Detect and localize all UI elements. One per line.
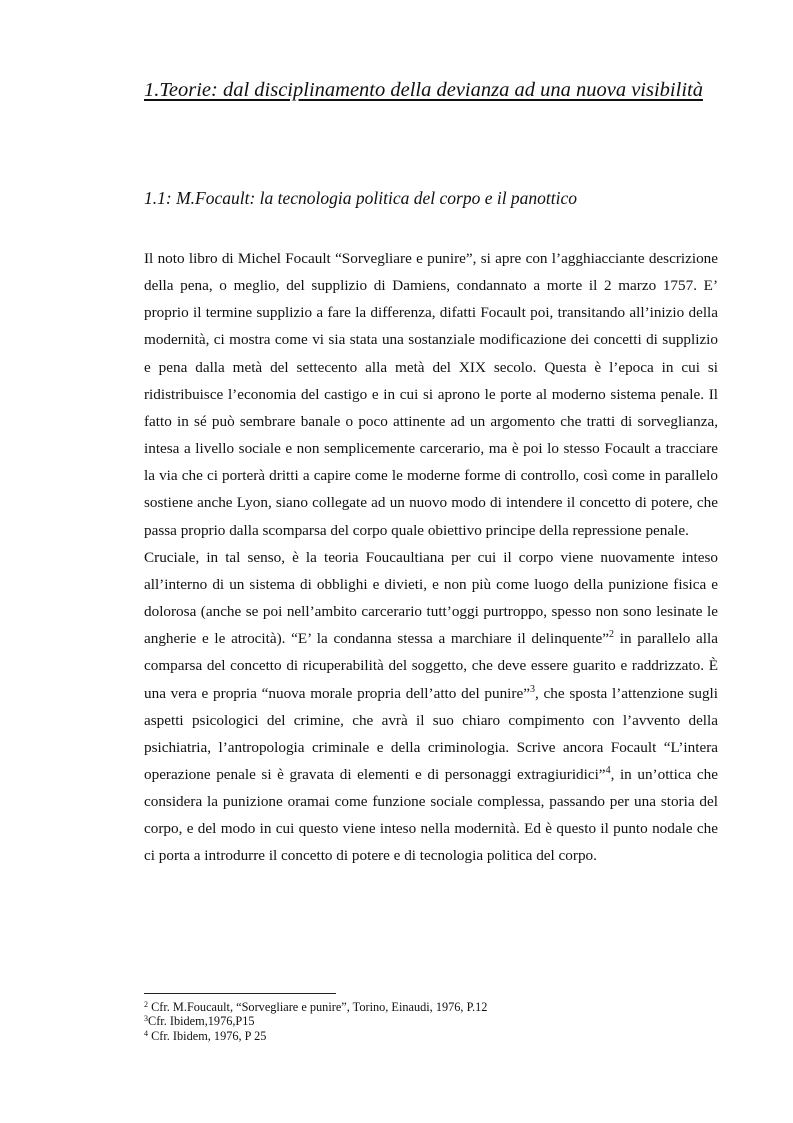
footnote xyxy=(144,1029,718,1043)
footnote xyxy=(144,1000,718,1014)
footnote-marker: 3 xyxy=(144,1014,148,1024)
body-text xyxy=(144,245,718,870)
footnote-text: Cfr. Ibidem,1976,P15 xyxy=(148,1014,255,1029)
footnote-reference: 4 xyxy=(605,764,611,776)
footnote-marker: 4 xyxy=(144,1028,148,1038)
footnote-separator xyxy=(144,993,336,994)
footnote-marker: 2 xyxy=(144,1000,148,1009)
paragraph xyxy=(144,544,718,870)
footnote-text: Cfr. M.Foucault, “Sorvegliare e punire”, Torino, Einaudi, 1976, P.12 xyxy=(148,1000,488,1014)
footnote-reference: 3 xyxy=(529,683,535,695)
chapter-title: 1.Teorie: dal disciplinamento della devianza ad una nuova visibilità xyxy=(144,79,703,101)
paragraph-text: , che sposta l’attenzione sugli aspetti psicologici del crimine, che avrà il suo chiaro compimento con l’avvento della psichiatria, l’antropologia criminale e della criminologia. Scrive ancora Focault “L’intera operazione penale si è gravata di elementi e di personaggi extragiuridici” xyxy=(144,684,718,783)
paragraph: Il noto libro di Michel Focault “Sorvegliare e punire”, si apre con l’agghiacciante descrizione della pena, o meglio, del supplizio di Damiens, condannato a morte il 2 marzo 1757. E’ proprio il termine supplizio a fare la differenza, difatti Focault poi, transitando all’inizio della modernità, ci mostra come vi sia stata una sostanziale modificazione dei concetti di supplizio e pena dalla metà del settecento alla metà del XIX secolo. Questa è l’epoca in cui si ridistribuisce l’economia del castigo e in cui si aprono le porte al moderno sistema penale. Il fatto in sé può sembrare banale o poco attinente ad un argomento che tratti di sorveglianza, intesa a livello sociale e non semplicemente carcerario, ma è poi lo stesso Focault a tracciare la via che ci porterà dritti a capire come le moderne forme di controllo, così come in parallelo sostiene anche Lyon, siano collegate ad un nuovo modo di intendere il concetto di potere, che passa proprio dalla scomparsa del corpo quale obiettivo principe della repressione penale. xyxy=(144,250,718,539)
footnote xyxy=(144,1014,718,1028)
footnote-reference: 2 xyxy=(609,629,615,641)
paragraph-text: , in un’ottica che considera la punizione oramai come funzione sociale complessa, passando per una storia del corpo, e del modo in cui questo viene inteso nella modernità. Ed è questo il punto nodale che ci porta a introdurre il concetto di potere e di tecnologia politica del corpo. xyxy=(144,765,718,865)
footnotes xyxy=(144,1000,718,1043)
paragraph-text: Cruciale, in tal senso, è la teoria Foucaultiana per cui il corpo viene nuovamente inteso all’interno di un sistema di obblighi e divieti, e non più come luogo della punizione fisica e dolorosa (anche se poi nell’ambito carcerario tutt’oggi purtroppo, spesso non sono lesinate le angherie e le atrocità). “E’ la condanna stessa a marchiare il delinquente” xyxy=(144,548,718,648)
footnote-text: Cfr. Ibidem, 1976, P 25 xyxy=(148,1028,267,1043)
paragraph-text: in parallelo alla comparsa del concetto di ricuperabilità del soggetto, che deve essere guarito e raddrizzato. È una vera e propria “nuova morale propria dell’atto del punire” xyxy=(144,630,718,702)
section-title: 1.1: M.Focault: la tecnologia politica del corpo e il panottico xyxy=(144,188,578,208)
